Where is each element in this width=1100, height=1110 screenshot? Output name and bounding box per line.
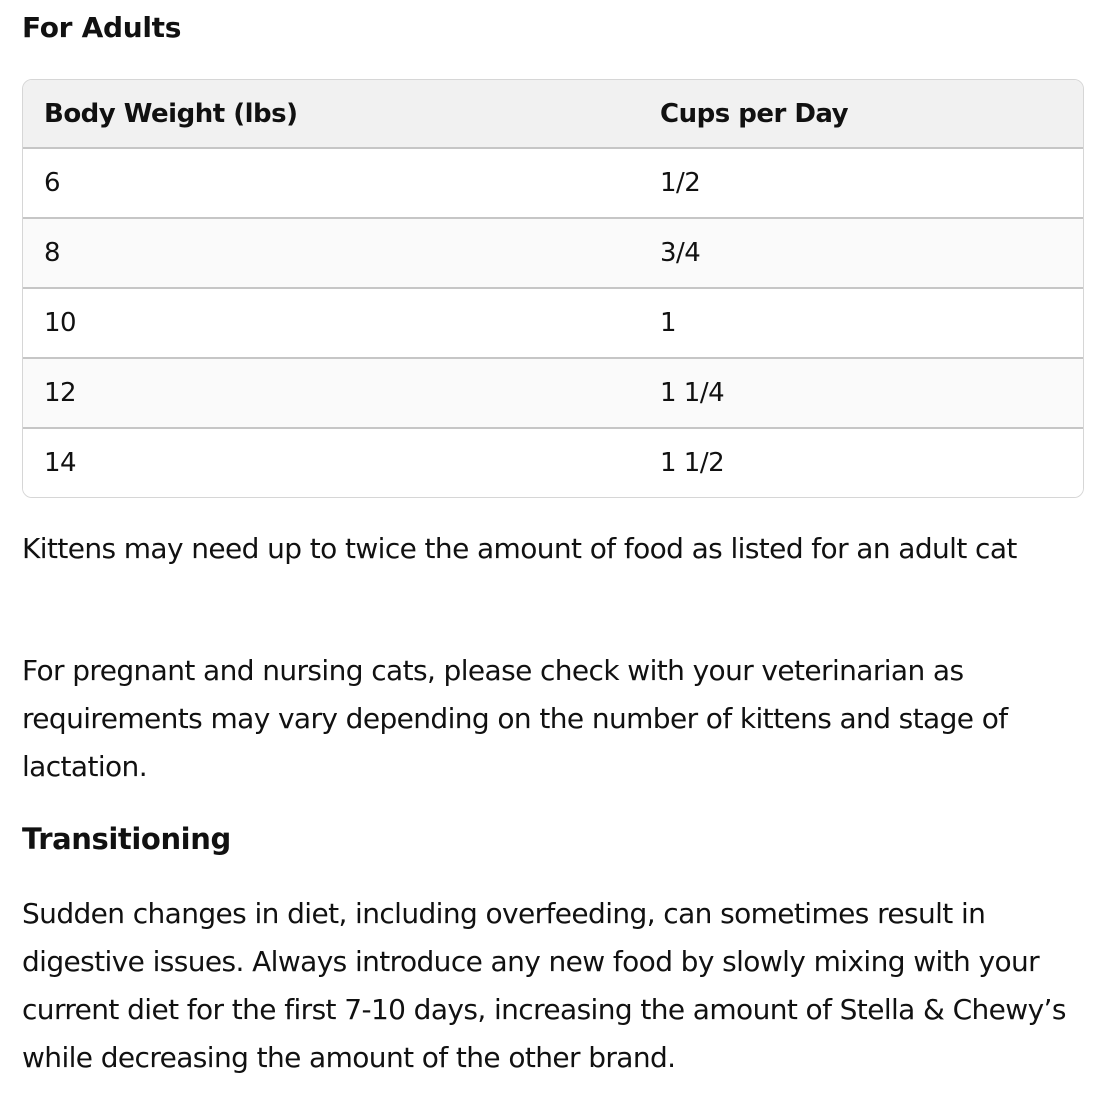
cell-body-weight: 6 [23, 148, 637, 218]
section-title: For Adults [22, 11, 182, 44]
transitioning-heading: Transitioning [22, 822, 231, 856]
transitioning-paragraph: Sudden changes in diet, including overfeeding, can sometimes result in digestive issues. Always introduce any new food by slowly mixing with your current diet for the first 7-10 days, increasing the amount of Stella & Chewy’s while decreasing the amount of the other brand. [22, 897, 1066, 1074]
cell-cups-per-day: 1/2 [637, 148, 1083, 218]
cell-cups-per-day: 3/4 [637, 218, 1083, 288]
table-row [23, 428, 1083, 497]
table-header-row [23, 80, 1083, 148]
feeding-table [22, 79, 1084, 498]
pregnant-nursing-paragraph: For pregnant and nursing cats, please check with your veterinarian as requirements may vary depending on the number of kittens and stage of lactation. [22, 654, 1008, 783]
cell-body-weight: 10 [23, 288, 637, 358]
column-header-cups-per-day: Cups per Day [637, 80, 1083, 148]
cell-body-weight: 14 [23, 428, 637, 497]
table-row [23, 288, 1083, 358]
kittens-paragraph: Kittens may need up to twice the amount of food as listed for an adult cat [22, 532, 1017, 565]
cell-body-weight: 8 [23, 218, 637, 288]
cell-cups-per-day: 1 [637, 288, 1083, 358]
table-row [23, 358, 1083, 428]
table-row [23, 148, 1083, 218]
cell-cups-per-day: 1 1/4 [637, 358, 1083, 428]
cell-cups-per-day: 1 1/2 [637, 428, 1083, 497]
cell-body-weight: 12 [23, 358, 637, 428]
column-header-body-weight: Body Weight (lbs) [23, 80, 637, 148]
table-row [23, 218, 1083, 288]
